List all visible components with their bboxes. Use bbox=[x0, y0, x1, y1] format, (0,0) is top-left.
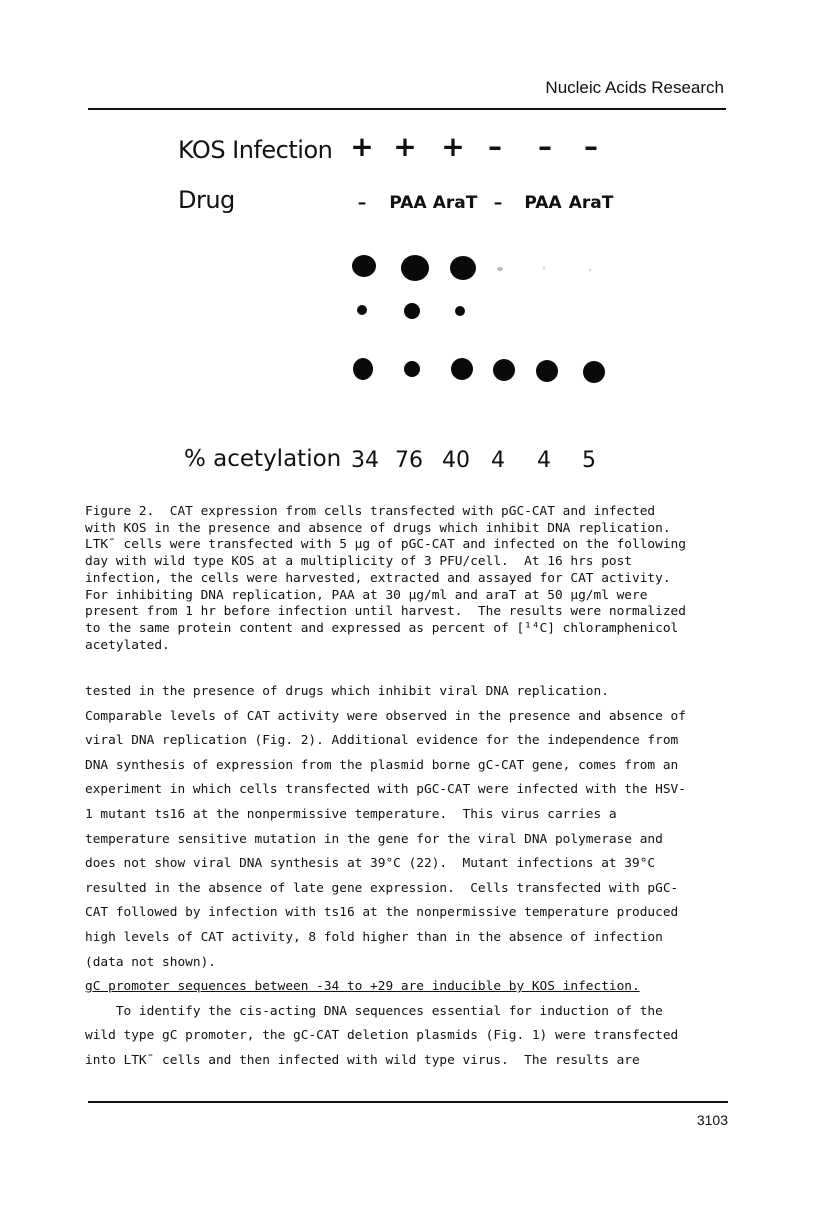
journal-name: Nucleic Acids Research bbox=[545, 78, 724, 97]
kos-infection-label: KOS Infection bbox=[178, 136, 333, 164]
drug-label: Drug bbox=[178, 186, 235, 214]
acetylation-value: 76 bbox=[395, 448, 423, 473]
drug-name: AraT bbox=[568, 193, 614, 213]
tlc-spot bbox=[497, 267, 503, 271]
caption-line: present from 1 hr before infection until harvest. The results were normalized bbox=[85, 604, 686, 620]
tlc-spot bbox=[589, 269, 592, 272]
body-line: wild type gC promoter, the gC-CAT deletion plasmids (Fig. 1) were transfected bbox=[85, 1028, 679, 1044]
caption-line: infection, the cells were harvested, extracted and assayed for CAT activity. bbox=[85, 570, 671, 586]
caption-line: LTK¯ cells were transfected with 5 µg of pGC-CAT and infected on the following bbox=[85, 537, 686, 553]
body-line: Comparable levels of CAT activity were observed in the presence and absence of bbox=[85, 708, 686, 724]
section-heading: gC promoter sequences between -34 to +29 are inducible by KOS infection. bbox=[85, 979, 640, 995]
body-line: resulted in the absence of late gene expression. Cells transfected with pGC- bbox=[85, 880, 679, 896]
caption-line: Figure 2. CAT expression from cells transfected with pGC-CAT and infected bbox=[85, 504, 656, 519]
kos-sign: + bbox=[350, 130, 374, 163]
tlc-spot bbox=[493, 359, 515, 381]
body-line: CAT followed by infection with ts16 at the nonpermissive temperature produced bbox=[85, 905, 679, 921]
body-line: high levels of CAT activity, 8 fold higher than in the absence of infection bbox=[85, 929, 663, 945]
tlc-spot bbox=[536, 360, 558, 382]
tlc-spot bbox=[357, 305, 367, 315]
page-number: 3103 bbox=[696, 1112, 728, 1128]
caption-line: to the same protein content and expressed as percent of [¹⁴C] chloramphenicol bbox=[85, 620, 679, 636]
body-line: 1 mutant ts16 at the nonpermissive temperature. This virus carries a bbox=[85, 806, 617, 822]
figure-caption bbox=[85, 504, 735, 654]
tlc-spot bbox=[455, 306, 465, 316]
body-line: experiment in which cells transfected with pGC-CAT were infected with the HSV- bbox=[85, 782, 686, 798]
drug-name: – bbox=[493, 193, 503, 213]
body-line: tested in the presence of drugs which inhibit viral DNA replication. bbox=[85, 684, 609, 699]
kos-sign: – bbox=[584, 130, 598, 163]
tlc-spot bbox=[451, 358, 473, 380]
tlc-spot bbox=[352, 255, 376, 277]
body-line: into LTK¯ cells and then infected with wild type virus. The results are bbox=[85, 1052, 640, 1068]
body-line: To identify the cis-acting DNA sequences essential for induction of the bbox=[85, 1003, 663, 1019]
drug-name: – bbox=[357, 193, 367, 213]
acetylation-value: 4 bbox=[491, 448, 505, 473]
drug-name: AraT bbox=[432, 193, 478, 213]
body-line: temperature sensitive mutation in the gene for the viral DNA polymerase and bbox=[85, 831, 663, 847]
tlc-spot bbox=[401, 255, 429, 281]
acetylation-value: 5 bbox=[582, 448, 596, 473]
body-line: DNA synthesis of expression from the plasmid borne gC-CAT gene, comes from an bbox=[85, 757, 679, 773]
kos-sign: + bbox=[441, 130, 465, 163]
body-text bbox=[85, 680, 735, 1074]
kos-sign: + bbox=[393, 130, 417, 163]
tlc-spot bbox=[353, 358, 373, 380]
bottom-rule bbox=[88, 1101, 728, 1103]
tlc-spot bbox=[404, 303, 420, 319]
caption-line: For inhibiting DNA replication, PAA at 30 µg/ml and araT at 50 µg/ml were bbox=[85, 587, 648, 603]
acetylation-label: % acetylation bbox=[184, 446, 342, 472]
drug-name: PAA bbox=[389, 193, 427, 213]
caption-line: day with wild type KOS at a multiplicity of 3 PFU/cell. At 16 hrs post bbox=[85, 554, 633, 570]
caption-line: acetylated. bbox=[85, 637, 170, 653]
body-line: (data not shown). bbox=[85, 954, 216, 970]
kos-sign: – bbox=[538, 130, 552, 163]
tlc-plate bbox=[0, 0, 816, 440]
body-line: viral DNA replication (Fig. 2). Additional evidence for the independence from bbox=[85, 733, 679, 749]
tlc-spot bbox=[450, 256, 476, 280]
acetylation-value: 4 bbox=[537, 448, 551, 473]
caption-line: with KOS in the presence and absence of drugs which inhibit DNA replication. bbox=[85, 520, 671, 536]
body-line: does not show viral DNA synthesis at 39°C (22). Mutant infections at 39°C bbox=[85, 856, 656, 872]
acetylation-value: 40 bbox=[442, 448, 470, 473]
tlc-spot bbox=[543, 267, 546, 270]
drug-name: PAA bbox=[524, 193, 562, 213]
kos-sign: – bbox=[488, 130, 502, 163]
tlc-spot bbox=[583, 361, 605, 383]
tlc-spot bbox=[404, 361, 420, 377]
acetylation-value: 34 bbox=[351, 448, 379, 473]
